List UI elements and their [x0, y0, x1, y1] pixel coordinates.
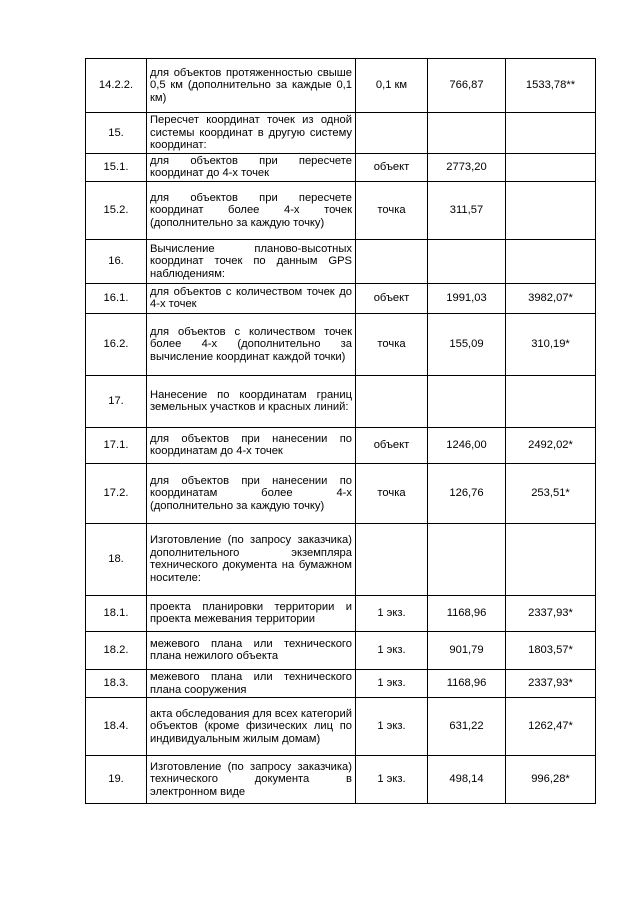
row-unit: объект [356, 153, 428, 181]
row-price-vat: 253,51* [506, 463, 596, 523]
row-price-vat: 3982,07* [506, 283, 596, 313]
row-price: 1246,00 [428, 427, 506, 463]
row-price [428, 239, 506, 283]
row-description: межевого плана или технического плана нежилого объекта [147, 631, 356, 669]
row-description: для объектов протяженностью свыше 0,5 км (дополнительно за каждые 0,1 км) [147, 59, 356, 113]
row-price-vat: 310,19* [506, 313, 596, 375]
row-unit [356, 375, 428, 427]
row-price-vat: 2337,93* [506, 595, 596, 631]
row-unit: 1 экз. [356, 669, 428, 697]
row-number: 18. [86, 523, 147, 595]
tariff-table [85, 58, 596, 804]
row-price [428, 523, 506, 595]
table-row [86, 181, 596, 239]
row-price-vat [506, 153, 596, 181]
table-row [86, 313, 596, 375]
row-unit [356, 523, 428, 595]
table-row [86, 463, 596, 523]
row-unit: точка [356, 463, 428, 523]
row-description: для объектов с количеством точек более 4-х (дополнительно за вычисление координат каждой точки) [147, 313, 356, 375]
row-number: 14.2.2. [86, 59, 147, 113]
table-row [86, 669, 596, 697]
row-price-vat: 1262,47* [506, 698, 596, 756]
row-unit: 1 экз. [356, 756, 428, 804]
table-row [86, 523, 596, 595]
table-row [86, 427, 596, 463]
table-row [86, 631, 596, 669]
table-row [86, 239, 596, 283]
row-number: 17. [86, 375, 147, 427]
row-number: 17.2. [86, 463, 147, 523]
row-number: 16.1. [86, 283, 147, 313]
table-row [86, 113, 596, 154]
row-description: для объектов при пересчете координат более 4-х точек (дополнительно за каждую точку) [147, 181, 356, 239]
row-number: 18.2. [86, 631, 147, 669]
row-unit: точка [356, 313, 428, 375]
table-row [86, 153, 596, 181]
table-row [86, 59, 596, 113]
row-number: 15.1. [86, 153, 147, 181]
row-price: 311,57 [428, 181, 506, 239]
row-unit: точка [356, 181, 428, 239]
row-description: Нанесение по координатам границ земельных участков и красных линий: [147, 375, 356, 427]
table-row [86, 756, 596, 804]
row-description: для объектов при пересчете координат до 4-х точек [147, 153, 356, 181]
row-price: 155,09 [428, 313, 506, 375]
row-price-vat: 996,28* [506, 756, 596, 804]
row-price-vat: 2337,93* [506, 669, 596, 697]
row-price [428, 375, 506, 427]
row-unit: 1 экз. [356, 698, 428, 756]
row-price: 1168,96 [428, 595, 506, 631]
row-unit: объект [356, 283, 428, 313]
row-description: Пересчет координат точек из одной системы координат в другую систему координат: [147, 113, 356, 154]
row-number: 19. [86, 756, 147, 804]
row-price: 126,76 [428, 463, 506, 523]
row-description: межевого плана или технического плана сооружения [147, 669, 356, 697]
row-description: Изготовление (по запросу заказчика) дополнительного экземпляра технического документа на бумажном носителе: [147, 523, 356, 595]
row-price-vat [506, 523, 596, 595]
row-number: 17.1. [86, 427, 147, 463]
row-price: 1991,03 [428, 283, 506, 313]
row-unit: объект [356, 427, 428, 463]
row-description: Вычисление планово-высотных координат точек по данным GPS наблюдениям: [147, 239, 356, 283]
row-number: 15. [86, 113, 147, 154]
row-number: 18.4. [86, 698, 147, 756]
table-row [86, 595, 596, 631]
row-description: для объектов при нанесении по координатам более 4-х (дополнительно за каждую точку) [147, 463, 356, 523]
row-price: 631,22 [428, 698, 506, 756]
row-price [428, 113, 506, 154]
row-number: 15.2. [86, 181, 147, 239]
row-price-vat: 1803,57* [506, 631, 596, 669]
row-number: 18.1. [86, 595, 147, 631]
row-price: 901,79 [428, 631, 506, 669]
row-unit [356, 239, 428, 283]
row-unit: 0,1 км [356, 59, 428, 113]
row-number: 18.3. [86, 669, 147, 697]
row-price-vat [506, 181, 596, 239]
row-number: 16. [86, 239, 147, 283]
row-price-vat [506, 239, 596, 283]
row-price: 1168,96 [428, 669, 506, 697]
row-price-vat: 1533,78** [506, 59, 596, 113]
row-price-vat [506, 113, 596, 154]
row-description: проекта планировки территории и проекта межевания территории [147, 595, 356, 631]
row-price: 498,14 [428, 756, 506, 804]
table-row [86, 283, 596, 313]
row-unit [356, 113, 428, 154]
row-price: 2773,20 [428, 153, 506, 181]
row-number: 16.2. [86, 313, 147, 375]
table-row [86, 698, 596, 756]
row-price-vat [506, 375, 596, 427]
table-row [86, 375, 596, 427]
row-description: для объектов с количеством точек до 4-х точек [147, 283, 356, 313]
row-unit: 1 экз. [356, 631, 428, 669]
row-description: акта обследования для всех категорий объектов (кроме физических лиц по индивидуальным жилым домам) [147, 698, 356, 756]
row-description: для объектов при нанесении по координатам до 4-х точек [147, 427, 356, 463]
tariff-table-body [86, 59, 596, 804]
row-description: Изготовление (по запросу заказчика) технического документа в электронном виде [147, 756, 356, 804]
row-unit: 1 экз. [356, 595, 428, 631]
row-price-vat: 2492,02* [506, 427, 596, 463]
row-price: 766,87 [428, 59, 506, 113]
